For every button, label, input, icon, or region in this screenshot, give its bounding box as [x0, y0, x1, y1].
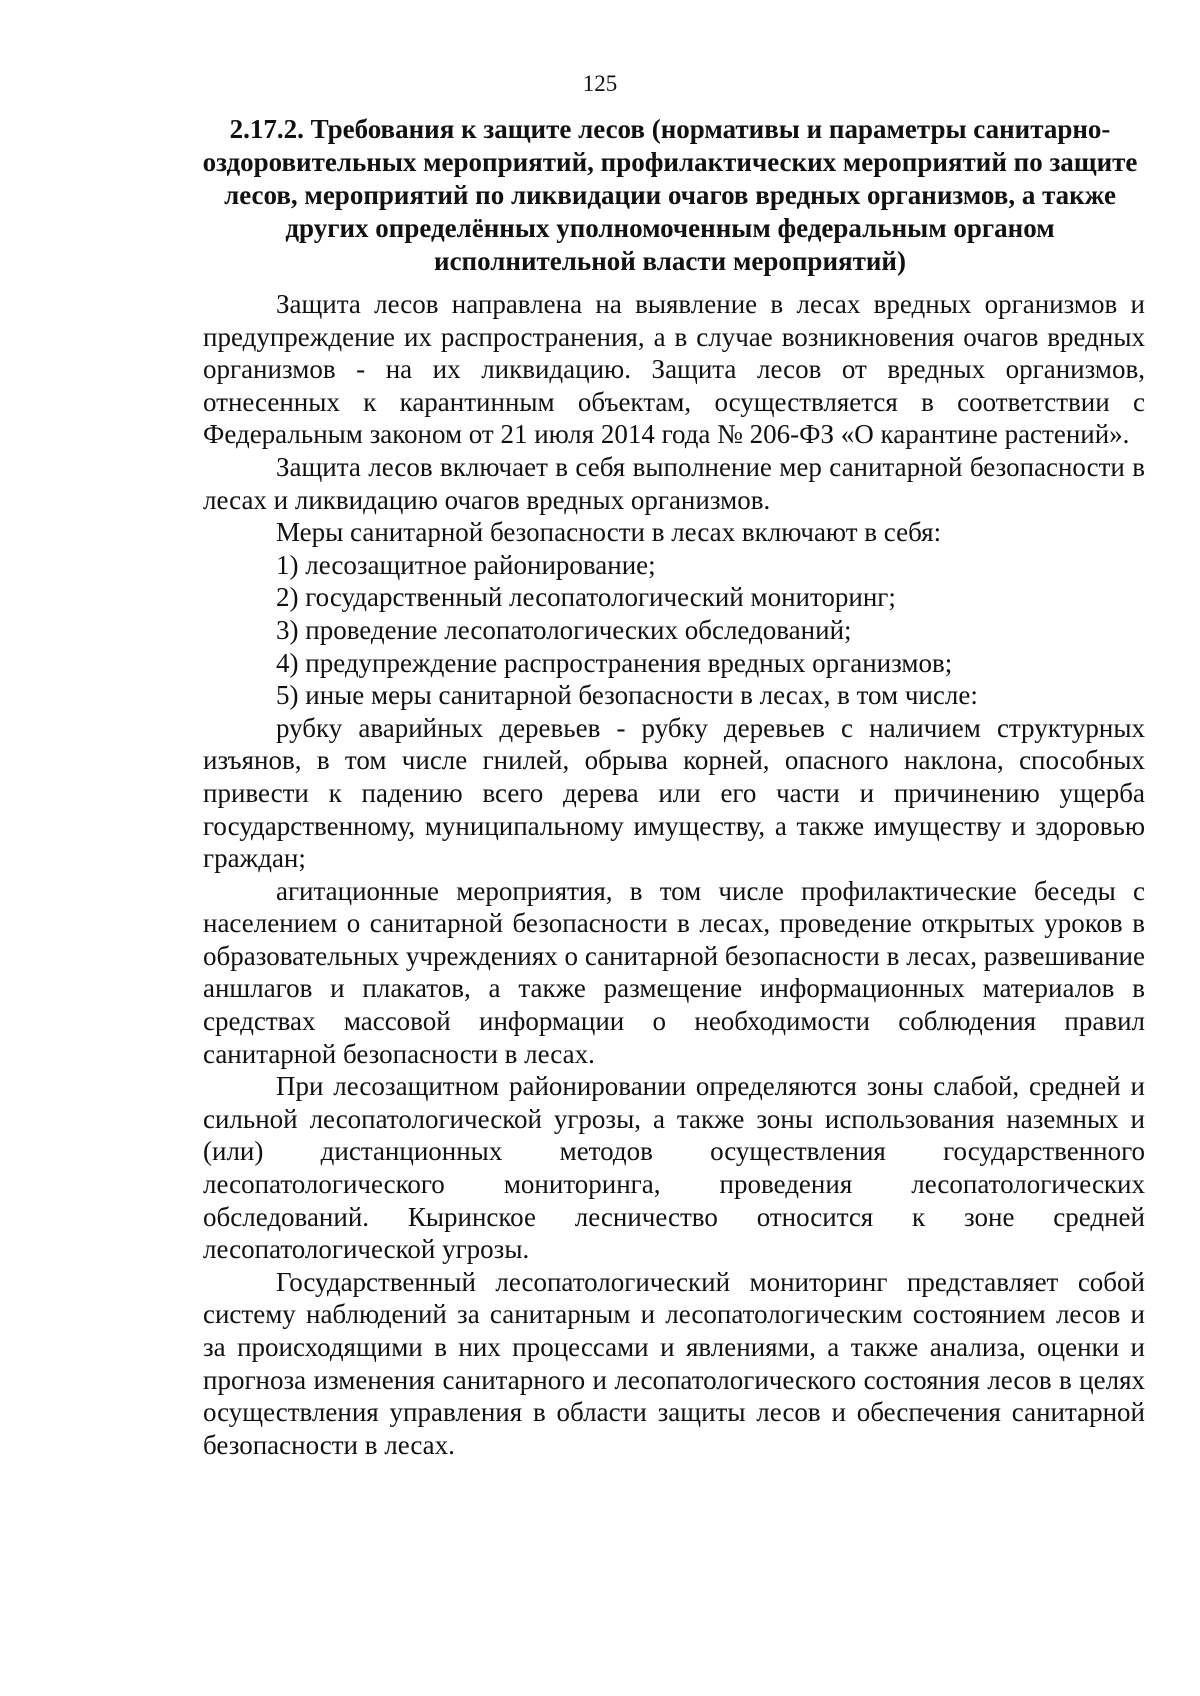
paragraph-forest-protection-scope: Защита лесов включает в себя выполнение мер санитарной безопасности в лесах и ликвидацию очагов вредных организмов. — [203, 451, 1145, 515]
list-item-zoning: 1) лесозащитное районирование; — [276, 549, 656, 580]
paragraph-forest-zoning: При лесозащитном районировании определяются зоны слабой, средней и сильной лесопатологической угрозы, а также зоны использования наземных и (или) дистанционных методов осуществления государственного лесопатологического мониторинга, проведения лесопатологических обследований. Кыринское лесничество относится к зоне средней лесопатологической угрозы. — [203, 1071, 1145, 1265]
list-item-prevention: 4) предупреждение распространения вредных организмов; — [276, 647, 953, 678]
section-title: 2.17.2. Требования к защите лесов (нормативы и параметры санитарно-оздоровительных мероприятий, профилактических мероприятий по защите лесов, мероприятий по ликвидации очагов вредных организмов, а также других определённых уполномоченным федеральным органом исполнительной власти мероприятий) — [202, 114, 1138, 276]
paragraph-sanitary-measures-intro: Меры санитарной безопасности в лесах включают в себя: — [276, 517, 942, 548]
list-item-monitoring: 2) государственный лесопатологический мониторинг; — [276, 582, 896, 613]
paragraph-awareness-measures: агитационные мероприятия, в том числе профилактические беседы с населением о санитарной безопасности в лесах, проведение открытых уроков в образовательных учреждениях о санитарной безопасности в лесах, развешивание аншлагов и плакатов, а также размещение информационных материалов в средствах массовой информации о необходимости соблюдения правил санитарной безопасности в лесах. — [203, 875, 1145, 1069]
paragraph-emergency-felling: рубку аварийных деревьев - рубку деревьев с наличием структурных изъянов, в том числе гнилей, обрыва корней, опасного наклона, способных привести к падению всего дерева или его части и причинению ущерба государственному, муниципальному имуществу, а также имуществу и здоровью граждан; — [203, 712, 1145, 874]
paragraph-forest-protection-purpose: Защита лесов направлена на выявление в лесах вредных организмов и предупреждение их распространения, а в случае возникновения очагов вредных организмов - на их ликвидацию. Защита лесов от вредных организмов, отнесенных к карантинным объектам, осуществляется в соответствии с Федеральным законом от 21 июля 2014 года № 206-ФЗ «О карантине растений». — [203, 289, 1145, 450]
paragraph-state-monitoring: Государственный лесопатологический мониторинг представляет собой систему наблюдений за санитарным и лесопатологическим состоянием лесов и за происходящими в них процессами и явлениями, а также анализа, оценки и прогноза изменения санитарного и лесопатологического состояния лесов в целях осуществления управления в области защиты лесов и обеспечения санитарной безопасности в лесах. — [203, 1266, 1145, 1460]
page-number: 125 — [582, 71, 618, 96]
body-text — [203, 288, 1145, 1461]
list-item-other-measures: 5) иные меры санитарной безопасности в лесах, в том числе: — [276, 680, 978, 711]
list-item-surveys: 3) проведение лесопатологических обследований; — [276, 614, 852, 645]
